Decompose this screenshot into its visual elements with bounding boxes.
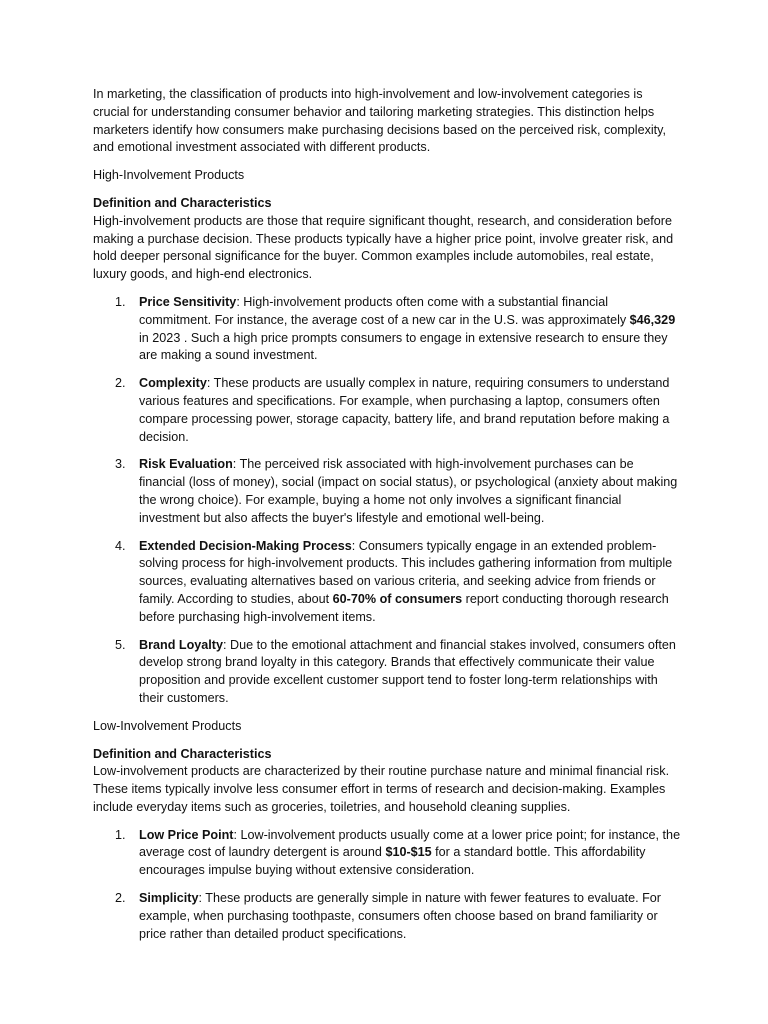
high-definition-heading: Definition and Characteristics [93,195,272,210]
list-number: 3. [115,457,126,472]
list-item [93,294,681,365]
item-term: Low Price Point [139,827,234,842]
list-item [93,456,681,527]
item-text: : Due to the emotional attachment and financial stakes involved, consumers often develop strong brand loyalty in this category. Brands that effectively communicate their value proposition and provide excellent customer support tend to foster long-term relationships with their customers. [139,637,676,705]
list-number: 1. [115,827,126,842]
list-number: 4. [115,538,126,553]
item-term: Risk Evaluation [139,457,233,472]
item-highlight: $46,329 [629,312,676,327]
item-text-cont: for a standard bottle. This affordability encourages impulse buying without extensive consideration. [139,845,646,878]
low-involvement-title: Low-Involvement Products [93,718,242,733]
item-text: : These products are usually complex in nature, requiring consumers to understand various features and specifications. For example, when purchasing a laptop, consumers often compare processing power, storage capacity, battery life, and brand reputation before making a decision. [139,376,670,444]
high-involvement-title: High-Involvement Products [93,168,245,183]
low-definition-text: Low-involvement products are characterized by their routine purchase nature and minimal financial risk. These items typically involve less consumer effort in terms of research and decision-making. Examples include everyday items such as groceries, toiletries, and household cleaning supplies. [93,764,670,814]
item-term: Complexity [139,376,207,391]
list-number: 2. [115,891,126,906]
list-item [93,890,681,943]
high-involvement-list [93,294,681,708]
item-text: : Consumers typically engage in an extended problem-solving process for high-involvement products. This includes gathering information from multiple sources, evaluating alternatives based on various criteria, and seeking advice from friends or family. According to studies, about [139,538,673,606]
list-item [93,375,681,446]
low-definition-heading: Definition and Characteristics [93,746,272,761]
item-highlight: 60-70% of consumers [332,591,463,606]
document-page [93,86,681,953]
item-text-cont: report conducting thorough research before purchasing high-involvement items. [139,591,669,624]
item-text-cont: in 2023 . Such a high price prompts consumers to engage in extensive research to ensure they are making a sound investment. [139,330,668,363]
item-text: : These products are generally simple in nature with fewer features to evaluate. For example, when purchasing toothpaste, consumers often choose based on brand familiarity or price rather than detailed product specifications. [139,891,661,941]
item-term: Brand Loyalty [139,637,223,652]
high-definition-text: High-involvement products are those that require significant thought, research, and consideration before making a purchase decision. These products typically have a higher price point, involve greater risk, and hold deeper personal significance for the buyer. Common examples include automobiles, real estate, luxury goods, and high-end electronics. [93,213,674,282]
list-number: 1. [115,294,126,309]
list-item [93,538,681,627]
item-text: : Low-involvement products usually come at a lower price point; for instance, the average cost of laundry detergent is around [139,827,681,860]
item-text: : The perceived risk associated with high-involvement purchases can be financial (loss of money), social (impact on social status), or psychological (anxiety about making the wrong choice). For example, buying a home not only involves a significant financial investment but also affects the buyer's lifestyle and emotional well-being. [139,457,678,525]
item-term: Simplicity [139,891,199,906]
intro-paragraph: In marketing, the classification of products into high-involvement and low-involvement categories is crucial for understanding consumer behavior and tailoring marketing strategies. This distinction helps marketers identify how consumers make purchasing decisions based on the perceived risk, complexity, and emotional investment associated with different products. [93,87,667,155]
item-term: Extended Decision-Making Process [139,538,352,553]
item-highlight: $10-$15 [385,845,432,860]
list-number: 2. [115,376,126,391]
low-involvement-list [93,827,681,944]
list-number: 5. [115,637,126,652]
list-item [93,827,681,880]
item-text: : High-involvement products often come with a substantial financial commitment. For instance, the average cost of a new car in the U.S. was approximately [139,294,630,327]
list-item [93,637,681,708]
item-term: Price Sensitivity [139,294,237,309]
